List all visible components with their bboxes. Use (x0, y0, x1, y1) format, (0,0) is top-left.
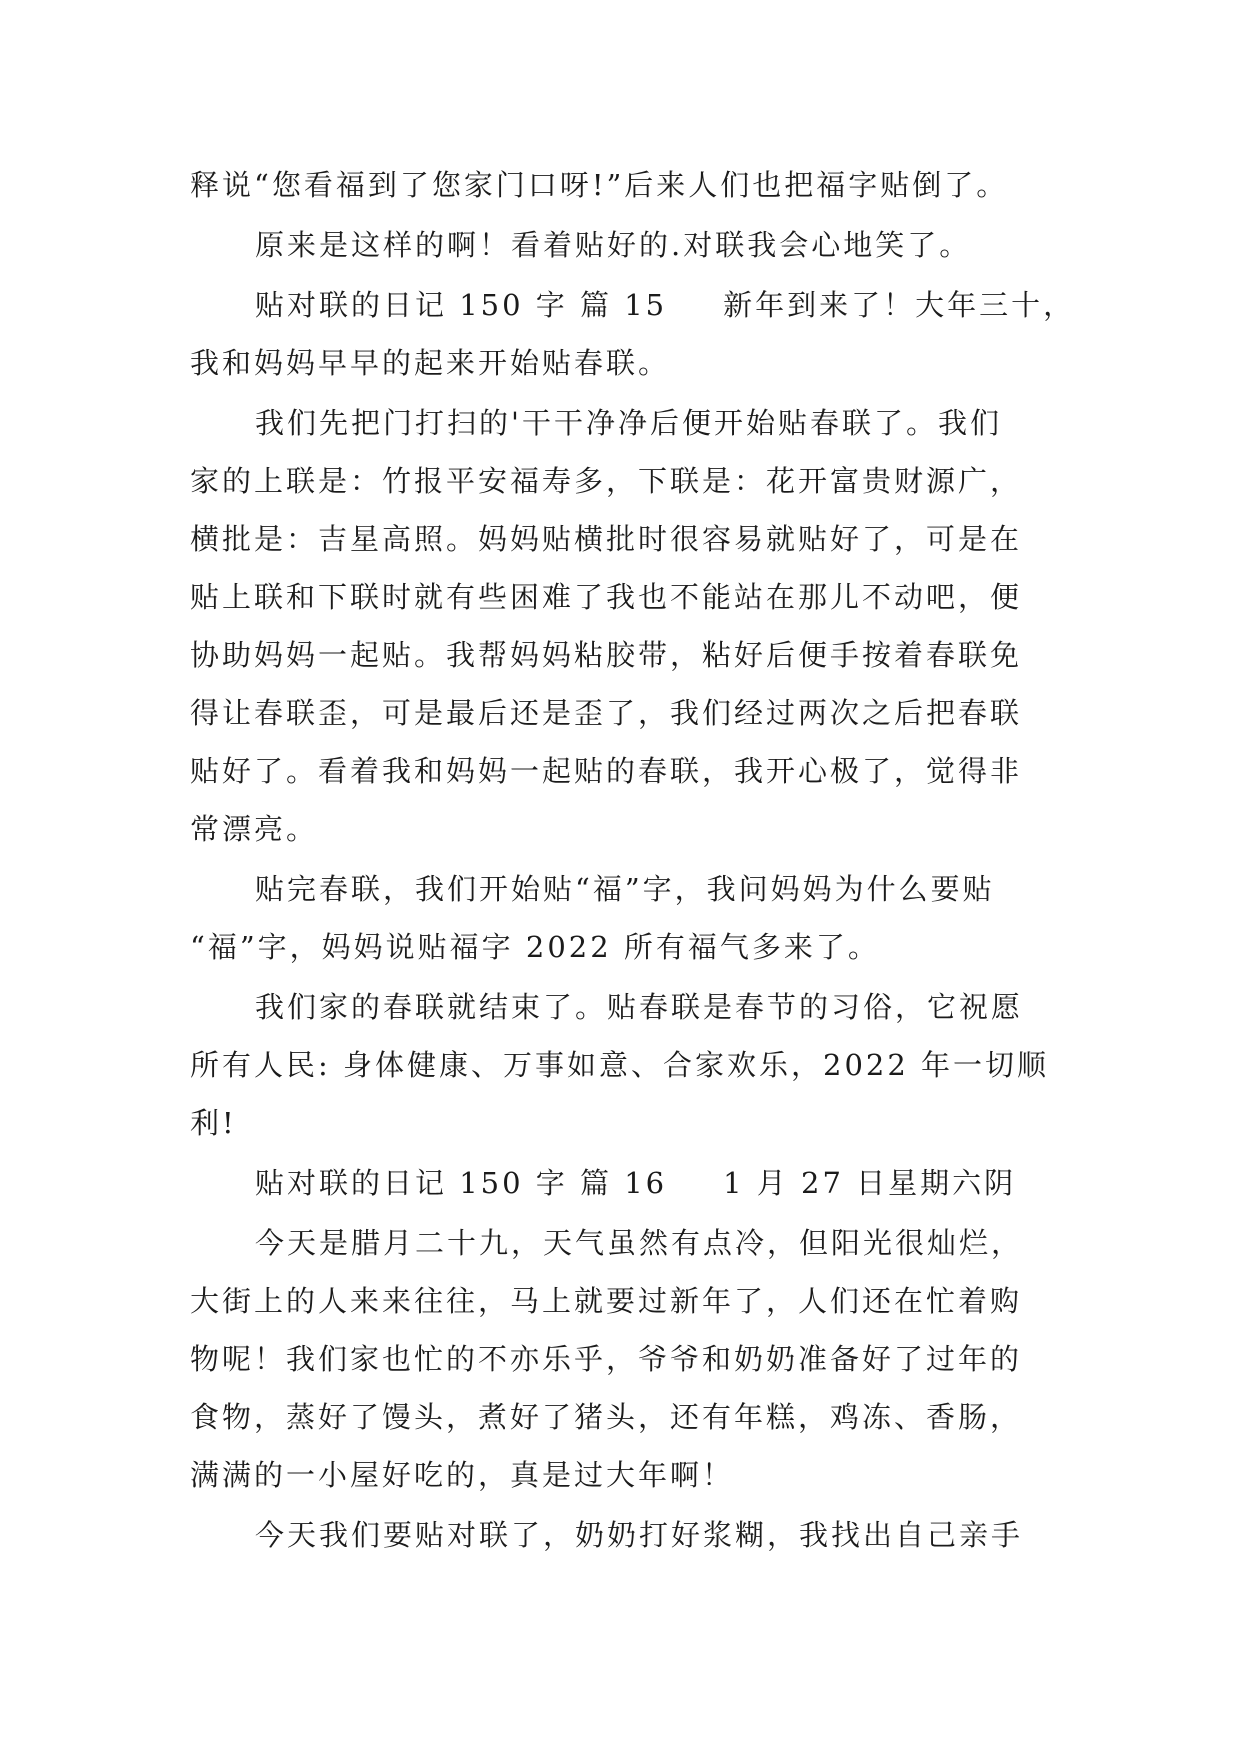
text-line: 贴上联和下联时就有些困难了我也不能站在那儿不动吧，便 (190, 580, 1023, 614)
text-line: 我们家的春联就结束了。贴春联是春节的习俗，它祝愿 (255, 990, 1024, 1024)
text-line: 贴完春联，我们开始贴“福”字，我问妈妈为什么要贴 (255, 872, 995, 906)
entry-heading: 贴对联的日记 150 字 篇 16 (255, 1166, 668, 1200)
text-line: 所有人民: 身体健康、万事如意、合家欢乐，2022 年一切顺 (190, 1048, 1050, 1082)
text-line: 我和妈妈早早的起来开始贴春联。 (190, 346, 671, 380)
text-line: 原来是这样的啊！看着贴好的.对联我会心地笑了。 (255, 228, 972, 262)
text-line: 释说“您看福到了您家门口呀!”后来人们也把福字贴倒了。 (190, 168, 1009, 202)
paragraph (190, 156, 1090, 214)
entry-heading-line (190, 1154, 1090, 1212)
text-line: 得让春联歪，可是最后还是歪了，我们经过两次之后把春联 (190, 696, 1023, 730)
text-line: “福”字，妈妈说贴福字 2022 所有福气多来了。 (190, 930, 880, 964)
entry-heading-line (190, 276, 1090, 334)
paragraph (190, 394, 1090, 858)
text-line: 今天是腊月二十九，天气虽然有点冷，但阳光很灿烂， (255, 1226, 1024, 1260)
text-line: 今天我们要贴对联了，奶奶打好浆糊，我找出自己亲手 (255, 1518, 1024, 1552)
paragraph (190, 1506, 1090, 1564)
text-line: 满满的一小屋好吃的，真是过大年啊！ (190, 1458, 735, 1492)
text-line: 食物，蒸好了馒头，煮好了猪头，还有年糕，鸡冻、香肠， (190, 1400, 1023, 1434)
text-line: 利! (190, 1106, 237, 1140)
paragraph (190, 1154, 1090, 1212)
text-line: 物呢！我们家也忙的不亦乐乎，爷爷和奶奶准备好了过年的 (190, 1342, 1023, 1376)
document-body (190, 156, 1090, 1566)
text-line: 常漂亮。 (190, 812, 319, 846)
paragraph (190, 1214, 1090, 1504)
paragraph (190, 978, 1090, 1152)
text-line: 协助妈妈一起贴。我帮妈妈粘胶带，粘好后便手按着春联免 (190, 638, 1023, 672)
text-line: 贴好了。看着我和妈妈一起贴的春联，我开心极了，觉得非 (190, 754, 1023, 788)
entry-heading: 贴对联的日记 150 字 篇 15 (255, 288, 668, 322)
text-line: 横批是：吉星高照。妈妈贴横批时很容易就贴好了，可是在 (190, 522, 1023, 556)
text-line: 我们先把门打扫的'干干净净后便开始贴春联了。我们 (255, 406, 1002, 440)
entry-date: 1 月 27 日星期六阴 (723, 1166, 1017, 1200)
entry-text: 新年到来了！大年三十， (723, 288, 1076, 322)
text-line: 家的上联是：竹报平安福寿多，下联是：花开富贵财源广， (190, 464, 1023, 498)
text-line: 大街上的人来来往往，马上就要过新年了，人们还在忙着购 (190, 1284, 1023, 1318)
paragraph (190, 216, 1090, 274)
paragraph (190, 276, 1090, 392)
paragraph (190, 860, 1090, 976)
